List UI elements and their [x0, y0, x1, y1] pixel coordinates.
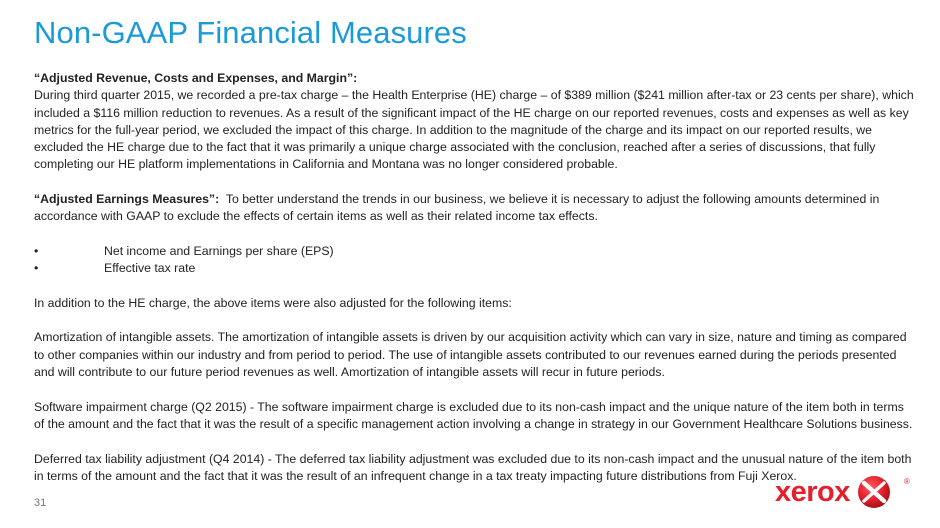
- section-heading-adjusted-earnings: “Adjusted Earnings Measures”:: [34, 192, 220, 207]
- paragraph-amortization: Amortization of intangible assets. The amortization of intangible assets is driven by our acquisition activity which can vary in size, nature and timing as compared to other companies within our industry and from period to period. The use of intangible assets contributed to our revenues earned during the periods presented and will contribute to our future period revenues as well. Amortization of intangible assets will recur in future periods.: [34, 330, 907, 380]
- list-item: [34, 243, 914, 260]
- xerox-logo: [775, 474, 910, 510]
- page-title: Non-GAAP Financial Measures: [34, 15, 467, 50]
- section-body-adjusted-earnings: To better understand the trends in our business, we believe it is necessary to adjust the following amounts determined in accordance with GAAP to exclude the effects of certain items as well as their related income tax effects.: [34, 192, 880, 224]
- paragraph-software-impairment: Software impairment charge (Q2 2015) - The software impairment charge is excluded due to its non-cash impact and the unique nature of the item both in terms of the amount and the fact that it was the result of a specific management action involving a change in strategy in our Government Healthcare Solutions business.: [34, 399, 913, 431]
- registered-mark: ®: [904, 477, 910, 486]
- section-body-adjusted-revenue: During third quarter 2015, we recorded a pre-tax charge – the Health Enterprise (HE) charge – of $389 million ($241 million after-tax or 23 cents per share), which included a $116 million reduction to revenues. As a result of the significant impact of the HE charge on our reported revenues, costs and expenses as well as key metrics for the full-year period, we excluded the impact of this charge. In addition to the magnitude of the charge and its impact on our reported results, we excluded the HE charge due to the fact that it was primarily a unique charge associated with the conclusion, reached after a series of discussions, that fully completing our HE platform implementations in California and Montana was no longer considered probable.: [34, 88, 914, 172]
- logo-wordmark: xerox: [775, 475, 850, 508]
- section-adjusted-earnings: [34, 191, 914, 226]
- bullet-marker: •: [34, 261, 39, 276]
- content-body: [34, 70, 914, 502]
- paragraph-he-intro: In addition to the HE charge, the above items were also adjusted for the following items:: [34, 295, 512, 310]
- list-item: [34, 260, 914, 277]
- paragraph-deferred-tax: Deferred tax liability adjustment (Q4 2014) - The deferred tax liability adjustment was excluded due to its non-cash impact and the unusual nature of the item both in terms of the amount and the fact that it was the result of an infrequent change in a tax treaty impacting future distributions from Fuji Xerox.: [34, 451, 912, 483]
- page-number: 31: [34, 497, 47, 509]
- section-heading-adjusted-revenue: “Adjusted Revenue, Costs and Expenses, and Margin”:: [34, 71, 358, 85]
- list-item-text: Net income and Earnings per share (EPS): [104, 243, 334, 258]
- adjusted-items-list: [34, 243, 914, 278]
- bullet-marker: •: [34, 243, 39, 258]
- list-item-text: Effective tax rate: [104, 261, 196, 276]
- section-adjusted-revenue: [34, 70, 914, 174]
- xerox-ball-icon: [856, 474, 892, 510]
